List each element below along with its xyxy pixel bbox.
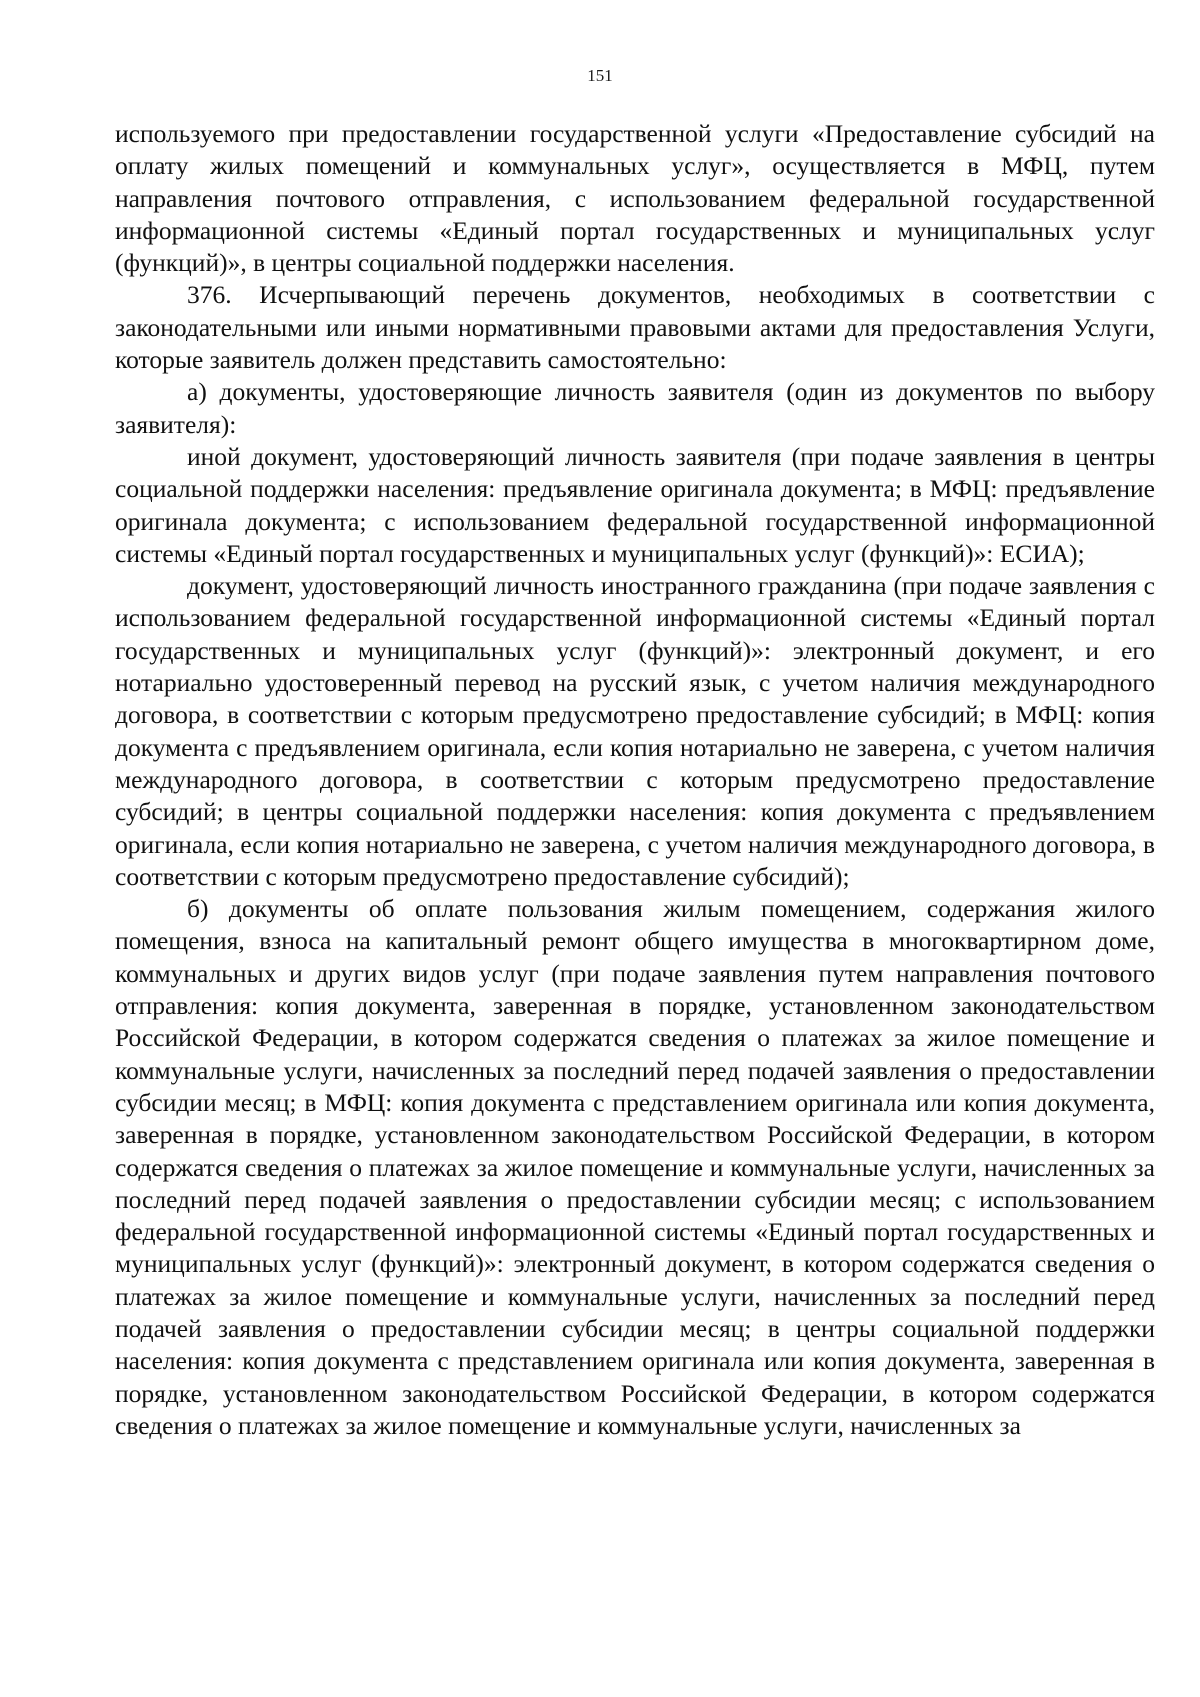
paragraph-continuation: используемого при предоставлении государственной услуги «Предоставление субсидий на оплату жилых помещений и коммунальных услуг», осуществляется в МФЦ, путем направления почтового отправления, с использованием федеральной государственной информационной системы «Единый портал государственных и муниципальных услуг (функций)», в центры социальной поддержки населения. xyxy=(115,119,1155,278)
document-body xyxy=(115,118,1155,1442)
paragraph-subitem-a: а) документы, удостоверяющие личность заявителя (один из документов по выбору заявителя): xyxy=(115,377,1155,439)
paragraph-foreign-id-document: документ, удостоверяющий личность иностранного гражданина (при подаче заявления с использованием федеральной государственной информационной системы «Единый портал государственных и муниципальных услуг (функций)»: электронный документ, и его нотариально удостоверенный перевод на русский язык, с учетом наличия международного договора, в соответствии с которым предусмотрено предоставление субсидий; в МФЦ: копия документа с предъявлением оригинала, если копия нотариально не заверена, с учетом наличия международного договора, в соответствии с которым предусмотрено предоставление субсидий; в центры социальной поддержки населения: копия документа с предъявлением оригинала, если копия нотариально не заверена, с учетом наличия международного договора, в соответствии с которым предусмотрено предоставление субсидий); xyxy=(115,571,1155,891)
paragraph-other-id-document: иной документ, удостоверяющий личность заявителя (при подаче заявления в центры социальной поддержки населения: предъявление оригинала документа; в МФЦ: предъявление оригинала документа; с использованием федеральной государственной информационной системы «Единый портал государственных и муниципальных услуг (функций)»: ЕСИА); xyxy=(115,441,1155,568)
paragraph-item-376: 376. Исчерпывающий перечень документов, необходимых в соответствии с законодательными или иными нормативными правовыми актами для предоставления Услуги, которые заявитель должен представить самостоятельно: xyxy=(115,280,1155,375)
paragraph-subitem-b: б) документы об оплате пользования жилым помещением, содержания жилого помещения, взноса на капитальный ремонт общего имущества в многоквартирном доме, коммунальных и других видов услуг (при подаче заявления путем направления почтового отправления: копия документа, заверенная в порядке, установленном законодательством Российской Федерации, в котором содержатся сведения о платежах за жилое помещение и коммунальные услуги, начисленных за последний перед подачей заявления о предоставлении субсидии месяц; в МФЦ: копия документа с представлением оригинала или копия документа, заверенная в порядке, установленном законодательством Российской Федерации, в котором содержатся сведения о платежах за жилое помещение и коммунальные услуги, начисленных за последний перед подачей заявления о предоставлении субсидии месяц; с использованием федеральной государственной информационной системы «Единый портал государственных и муниципальных услуг (функций)»: электронный документ, в котором содержатся сведения о платежах за жилое помещение и коммунальные услуги, начисленных за последний перед подачей заявления о предоставлении субсидии месяц; в центры социальной поддержки населения: копия документа с представлением оригинала или копия документа, заверенная в порядке, установленном законодательством Российской Федерации, в котором содержатся сведения о платежах за жилое помещение и коммунальные услуги, начисленных за xyxy=(115,894,1155,1440)
page-number: 151 xyxy=(587,66,613,85)
